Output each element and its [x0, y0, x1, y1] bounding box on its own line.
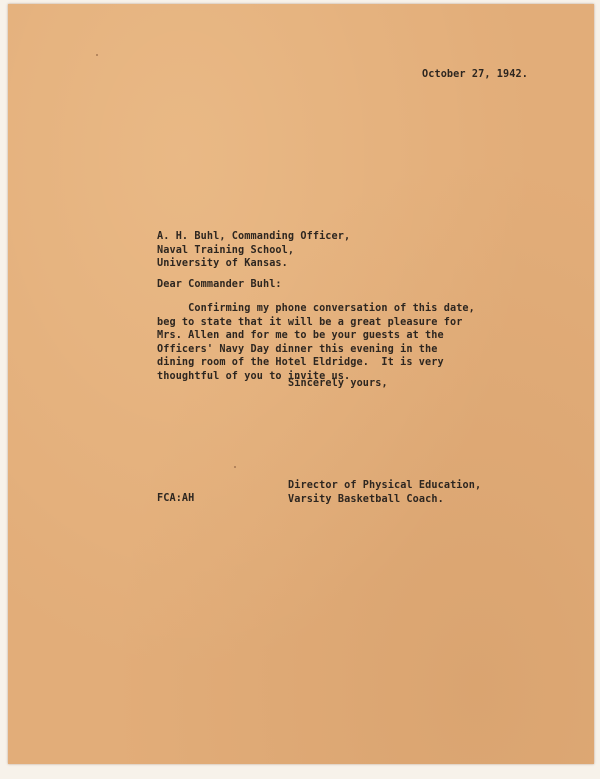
body-line: Mrs. Allen and for me to be your guests at the [157, 330, 444, 342]
letter-date: October 27, 1942. [422, 69, 528, 80]
salutation: Dear Commander Buhl: [157, 279, 282, 290]
body-line: Confirming my phone conversation of this date, [157, 303, 475, 314]
body-line: thoughtful of you to invite us. [157, 370, 351, 382]
paper-fleck [96, 54, 98, 56]
signature-line: Director of Physical Education, [288, 480, 482, 491]
recipient-line: University of Kansas. [157, 258, 288, 270]
complimentary-close: Sincerely yours, [288, 378, 388, 389]
body-line: Officers' Navy Day dinner this evening in the [157, 343, 438, 355]
recipient-line: Naval Training School, [157, 244, 295, 256]
body-line: beg to state that it will be a great pleasure for [157, 316, 463, 328]
signature-block [288, 479, 481, 506]
paper-fleck [234, 466, 236, 468]
signature-line: Varsity Basketball Coach. [288, 493, 444, 505]
reference-initials: FCA:AH [157, 493, 195, 504]
letter-page [8, 4, 594, 764]
recipient-address [157, 230, 350, 271]
body-line: dining room of the Hotel Eldridge. It is very [157, 357, 444, 369]
recipient-line: A. H. Buhl, Commanding Officer, [157, 231, 351, 242]
letter-body [157, 302, 475, 384]
